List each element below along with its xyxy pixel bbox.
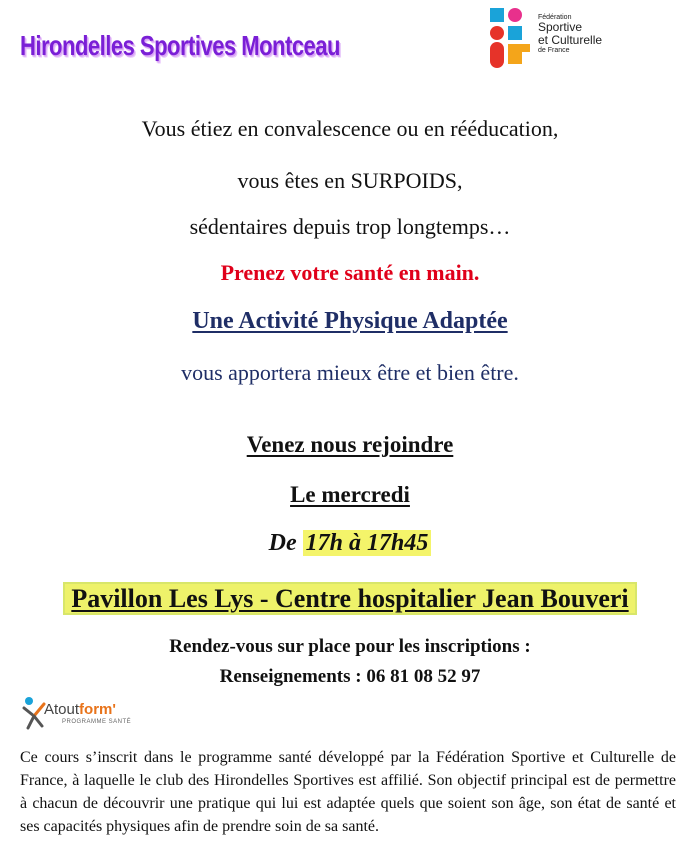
fscf-logo-text [538, 14, 602, 54]
call-to-action: Prenez votre santé en main. [220, 260, 480, 285]
phone-info: Renseignements : 06 81 08 52 97 [219, 666, 481, 687]
fscf-line1: Fédération [538, 14, 572, 21]
activity-title: Une Activité Physique Adaptée [192, 308, 508, 334]
day-heading: Le mercredi [290, 482, 410, 507]
time-value: 17h à 17h45 [303, 530, 432, 556]
registration-text: Rendez-vous sur place pour les inscriptions : [169, 636, 531, 657]
atoutform-brand-prefix: Atout [44, 701, 80, 718]
atoutform-tagline: PROGRAMME SANTÉ [62, 719, 132, 725]
atoutform-brand [44, 702, 116, 717]
location-text: Pavillon Les Lys - Centre hospitalier Jean Bouveri [65, 584, 634, 613]
fscf-logo-icon [488, 6, 538, 72]
activity-subtitle: vous apportera mieux être et bien être. [181, 360, 519, 385]
fscf-line3: et Culturelle [538, 33, 603, 47]
fscf-line4: de France [538, 47, 570, 54]
atoutform-brand-suffix: form' [79, 701, 116, 718]
location-line [16, 584, 684, 614]
intro-line-3: sédentaires depuis trop longtemps… [189, 214, 511, 239]
fscf-line2: Sportive [538, 20, 583, 34]
time-prefix: De [268, 530, 297, 556]
join-heading: Venez nous rejoindre [246, 432, 454, 457]
footer-paragraph: Ce cours s’inscrit dans le programme santé développé par la Fédération Sportive et Culturelle de France, à laquelle le club des Hirondelles Sportives est affilié. Son objectif principal est de permettre à chacun de découvrir une pratique qui lui est adaptée quels que soient son âge, son état de santé et ses capacités physiques afin de prendre soin de sa santé. [20, 749, 676, 835]
intro-line-1: Vous étiez en convalescence ou en rééducation, [141, 116, 559, 141]
intro-line-2: vous êtes en SURPOIDS, [237, 168, 463, 193]
club-name-title: Hirondelles Sportives Montceau [20, 30, 340, 62]
time-line [0, 530, 700, 557]
